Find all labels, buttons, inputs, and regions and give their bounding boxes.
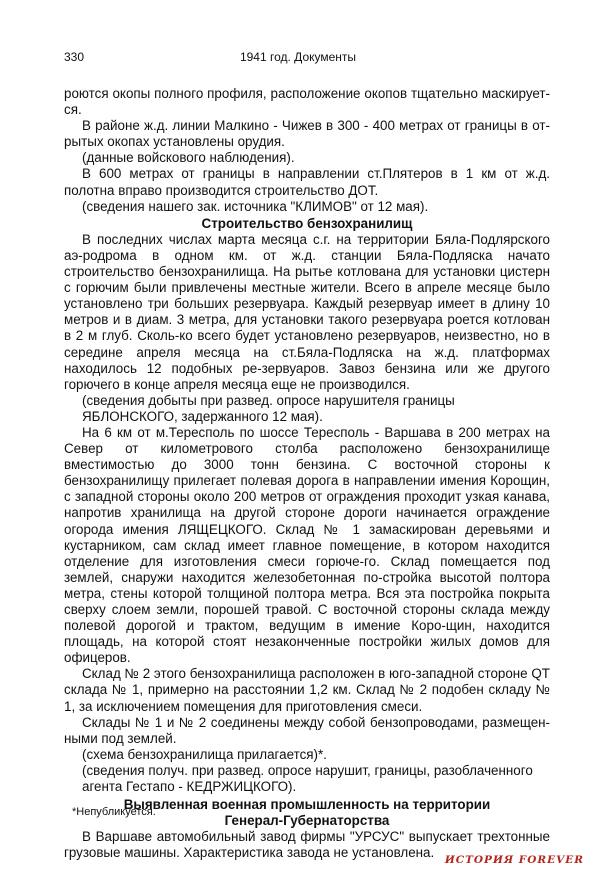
paragraph: Склады № 1 и № 2 соединены между собой бензопроводами, размещен-ными под землей. (64, 714, 550, 746)
paragraph: В Варшаве автомобильный завод фирмы "УРСУС" выпускает трехтонные грузовые машины. Характеристика завода не установлена. (64, 829, 550, 861)
paragraph: Склад № 2 этого бензохранилища расположен в юго-западной стороне QT склада № 1, примерно на расстоянии 1,2 км. Склад № 2 подобен складу № 1, за исключением помещения для приготовления смеси. (64, 666, 550, 714)
section-heading: Генерал-Губернаторства (224, 813, 390, 829)
page-header (64, 50, 532, 68)
running-title: 1941 год. Документы (239, 50, 357, 64)
footnote: *Непубликуется. (72, 806, 156, 818)
paragraph: В районе ж.д. линии Малкино - Чижев в 300 - 400 метрах от границы в от-рытых окопах установлены орудия. (64, 118, 550, 150)
page-number: 330 (64, 50, 85, 64)
watermark-logo: ИСТОРИЯ FOREVER (444, 854, 584, 866)
source-note: (сведения получ. при развед. опросе нарушит, границы, разоблаченного агента Гестапо - КЕДРЖИЦКОГО). (82, 762, 533, 795)
paragraph: роются окопы полного профиля, расположение окопов тщательно маскирует-ся. (64, 86, 550, 118)
paragraph: В 600 метрах от границы в направлении ст.Плятеров в 1 км от ж.д. полотна вправо производится строительство ДОТ. (64, 166, 550, 198)
source-note: (данные войскового наблюдения). (82, 150, 295, 166)
paragraph: В последних числах марта месяца с.г. на территории Бяла-Подлярского аэ-родрома в одном км. от ж.д. станции Бяла-Подляска начато строительство бензохранилища. На рытье котлована для установки цистерн с горючим были привлечены местные жители. Всего в апреле месяце было установлено три больших резервуара. Каждый резервуар имеет в длину 10 метров и в диам. 3 метра, для установки такого резервуара роется котлован в 2 м глуб. Сколь-ко всего будет установлено резервуаров, неизвестно, но в середине апреля месяца на ст.Бяла-Подляска на ж.д. платформах находилось 12 подобных ре-зервуаров. Завоз бензина или же другого горючего в конце апреля месяца еще не производился. (64, 231, 550, 392)
section-heading: Выявленная военная промышленность на территории (123, 797, 491, 813)
source-note: (схема бензохранилища прилагается)*. (82, 746, 327, 762)
source-note: (сведения нашего зак. источника "КЛИМОВ" от 12 мая). (82, 198, 429, 214)
section-heading: Строительство бензохранилищ (201, 215, 413, 231)
source-note: (сведения добыты при развед. опросе нарушителя границы ЯБЛОНСКОГО, задержанного 12 мая). (82, 392, 455, 424)
paragraph: На 6 км от м.Тересполь по шоссе Тересполь - Варшава в 200 метрах на Север от километрового столба расположено бензохранилище вместимостью до 3000 тонн бензина. С восточной стороны к бензохранилищу прилегает полевая дорога в направлении имения Корощин, с западной стороны около 200 метров от ограждения проходит узкая канава, напротив хранилища на другой стороне дороги начинается ограждение огорода имения ЛЯЩЕЦКОГО. Склад № 1 замаскирован деревьями и кустарником, сам склад имеет главное помещение, в котором находится отделение для изготовления смеси горюче-го. Склад помещается под землей, снаружи находится железобетонная по-стройка высотой полтора метра, стены которой толщиной полтора метра. Вся эта постройка покрыта сверху слоем земли, порошей травой. С восточной стороны склада между полевой дорогой и трактом, ведущим в имение Коро-щин, находится площадь, на которой стоят незаконченные постройки жилых домов для офицеров. (64, 424, 550, 666)
document-body (64, 86, 550, 862)
